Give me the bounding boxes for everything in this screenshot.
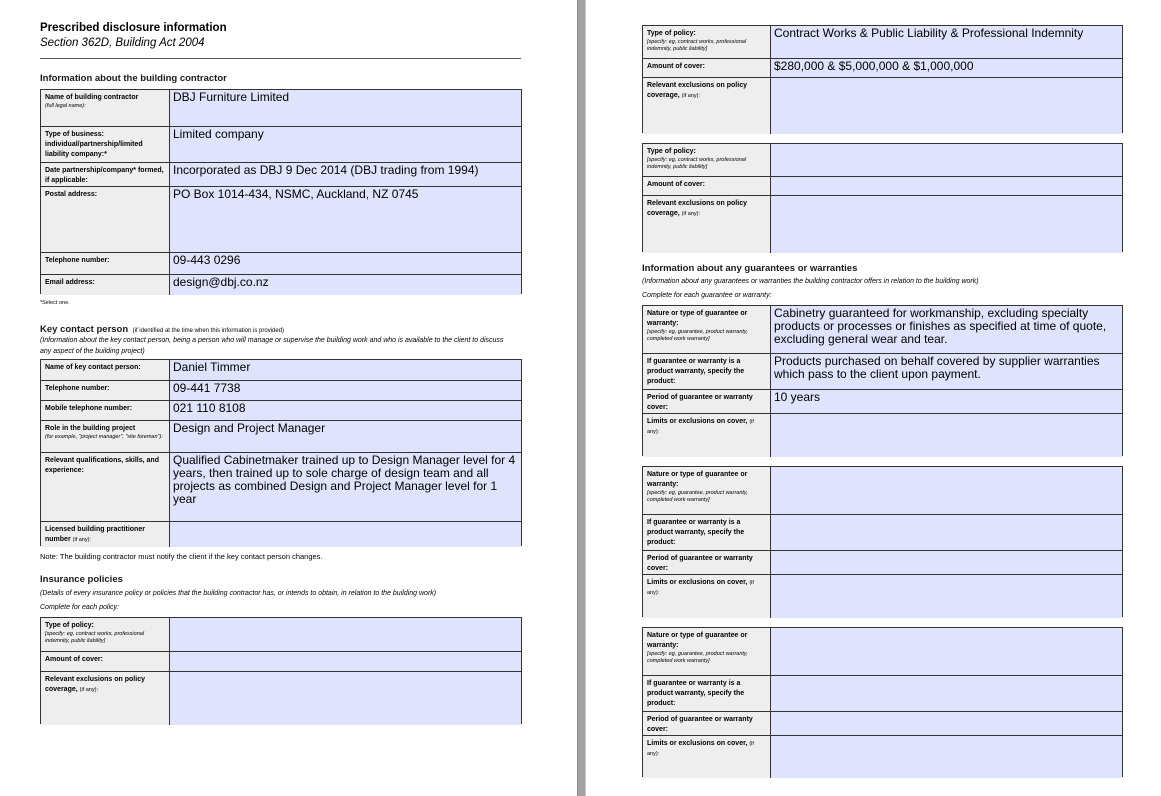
field-value[interactable]: PO Box 1014-434, NSMC, Auckland, NZ 0745	[170, 187, 521, 252]
form-row	[643, 467, 1122, 514]
field-label-text: Relevant exclusions on policy coverage,	[45, 676, 145, 693]
field-label	[643, 628, 771, 675]
field-value[interactable]	[170, 522, 521, 547]
form-row	[643, 176, 1122, 195]
form-row	[41, 274, 521, 295]
field-label	[643, 736, 771, 778]
field-label	[643, 575, 771, 618]
field-value[interactable]	[771, 467, 1122, 514]
field-label	[41, 381, 170, 400]
form-row	[643, 26, 1122, 58]
field-label-text: Amount of cover:	[45, 656, 103, 663]
field-label	[41, 652, 170, 671]
field-label	[41, 90, 170, 126]
field-value[interactable]: Design and Project Manager	[170, 421, 521, 452]
field-value[interactable]	[771, 414, 1122, 457]
field-label-if-any: (if any):	[72, 537, 91, 543]
field-value[interactable]	[771, 515, 1122, 550]
field-value[interactable]	[170, 672, 521, 725]
form-row	[643, 514, 1122, 550]
field-label-hint: [specify: eg, contract works, professional indemnity, public liability]	[647, 157, 747, 170]
key-contact-description: (Information about the key contact person, being a person who will manage or supervise the building work and who is available to the client to discuss any aspect of the building project)	[40, 337, 504, 355]
form-row	[643, 550, 1122, 574]
field-label	[643, 26, 771, 58]
field-label	[41, 163, 170, 186]
field-label-hint: [specify: eg, guarantee, product warranty, completed work warranty]	[647, 329, 748, 342]
form-row	[643, 77, 1122, 134]
form-row	[41, 162, 521, 186]
field-label-hint: [specify: eg, contract works, professional indemnity, public liability]	[45, 631, 145, 644]
form-row	[41, 252, 521, 274]
field-label	[41, 187, 170, 252]
guarantee-description: (Information about any guarantees or warranties the building contractor offers in relation to the building work)	[642, 278, 979, 285]
field-label	[643, 177, 771, 195]
form-row	[643, 628, 1122, 675]
form-row	[41, 618, 521, 651]
field-value[interactable]	[771, 144, 1122, 176]
insurance-policy-table-1	[642, 25, 1123, 133]
field-value[interactable]: design@dbj.co.nz	[170, 275, 521, 295]
field-label	[41, 275, 170, 295]
field-label-text: Period of guarantee or warranty cover:	[647, 716, 753, 733]
field-value[interactable]: $280,000 & $5,000,000 & $1,000,000	[771, 59, 1122, 77]
field-label	[41, 360, 170, 380]
field-label	[643, 515, 771, 550]
field-label-text: Licensed building practitioner number	[45, 526, 145, 543]
field-label-text: Amount of cover:	[647, 63, 705, 70]
key-contact-heading: Key contact person	[40, 324, 129, 335]
field-label	[643, 59, 771, 77]
field-label-text: If guarantee or warranty is a product warranty, specify the product:	[647, 680, 745, 707]
field-label-hint: [specify: eg, guarantee, product warranty, completed work warranty]	[647, 651, 748, 664]
field-value[interactable]: 09-441 7738	[170, 381, 521, 400]
form-row	[41, 186, 521, 252]
form-row	[41, 380, 521, 400]
insurance-complete-note: Complete for each policy:	[40, 604, 119, 611]
field-label-hint: [specify: eg, contract works, professional indemnity, public liability]	[647, 39, 747, 52]
field-value[interactable]	[771, 736, 1122, 778]
form-row	[41, 420, 521, 452]
field-label	[643, 712, 771, 735]
field-label-hint: (full legal name):	[45, 103, 86, 109]
field-value[interactable]: DBJ Furniture Limited	[170, 90, 521, 126]
field-value[interactable]: 10 years	[771, 390, 1122, 413]
field-label-text: Name of key contact person:	[45, 364, 141, 371]
field-label-text: Telephone number:	[45, 385, 110, 392]
field-label-if-any: (if any):	[647, 419, 754, 435]
field-label	[643, 306, 771, 353]
field-label	[643, 390, 771, 413]
field-label-text: Mobile telephone number:	[45, 405, 133, 412]
guarantee-heading: Information about any guarantees or warranties	[642, 263, 858, 274]
field-value[interactable]: Contract Works & Public Liability & Professional Indemnity	[771, 26, 1122, 58]
field-label-if-any: (if any):	[681, 93, 700, 99]
field-label	[41, 127, 170, 162]
field-label-text: Postal address:	[45, 191, 98, 198]
field-label-text: Type of policy:	[647, 30, 696, 37]
left-page	[0, 0, 577, 796]
field-label-text: If guarantee or warranty is a product warranty, specify the product:	[647, 358, 745, 385]
form-row	[643, 195, 1122, 253]
field-label-text: If guarantee or warranty is a product warranty, specify the product:	[647, 519, 745, 546]
insurance-description: (Details of every insurance policy or policies that the building contractor has, or intends to obtain, in relation to the building work)	[40, 590, 437, 597]
field-label	[643, 196, 771, 253]
form-row	[643, 306, 1122, 353]
page-gutter	[577, 0, 586, 796]
field-value[interactable]: 09-443 0296	[170, 253, 521, 274]
field-label	[41, 672, 170, 725]
field-label-text: Relevant exclusions on policy coverage,	[647, 82, 747, 99]
field-label-text: Limits or exclusions on cover,	[647, 740, 748, 747]
field-label	[643, 354, 771, 389]
key-contact-table	[40, 359, 522, 546]
field-label	[41, 453, 170, 521]
field-label-text: Relevant qualifications, skills, and experience:	[45, 457, 159, 474]
field-value[interactable]	[771, 676, 1122, 711]
field-value[interactable]	[170, 652, 521, 671]
form-row	[41, 651, 521, 671]
title-divider	[40, 58, 521, 59]
field-label-text: Limits or exclusions on cover,	[647, 579, 748, 586]
field-label-if-any: (if any):	[647, 741, 754, 757]
form-row	[643, 58, 1122, 77]
form-row	[643, 675, 1122, 711]
field-label	[643, 467, 771, 514]
field-value[interactable]: Limited company	[170, 127, 521, 162]
field-label	[643, 78, 771, 134]
field-label	[643, 676, 771, 711]
field-label-if-any: (if any):	[79, 687, 98, 693]
field-label-text: Nature or type of guarantee or warranty:	[647, 632, 748, 649]
form-row	[41, 671, 521, 725]
field-value[interactable]	[771, 575, 1122, 618]
field-label-text: Email address:	[45, 279, 95, 286]
field-value[interactable]: Incorporated as DBJ 9 Dec 2014 (DBJ trading from 1994)	[170, 163, 521, 186]
field-label-hint: (for example, "project manager", "site foreman"):	[45, 434, 163, 440]
guarantee-table-3	[642, 627, 1123, 777]
field-label	[643, 414, 771, 457]
contractor-table	[40, 89, 522, 294]
form-row	[643, 413, 1122, 457]
document-subtitle: Section 362D, Building Act 2004	[40, 37, 205, 49]
field-label-text: Nature or type of guarantee or warranty:	[647, 310, 748, 327]
field-value[interactable]	[771, 712, 1122, 735]
field-label-text: Type of policy:	[45, 622, 94, 629]
field-label-text: Name of building contractor	[45, 94, 139, 101]
field-value[interactable]	[771, 78, 1122, 134]
field-label-text: Type of policy:	[647, 148, 696, 155]
field-value[interactable]	[771, 551, 1122, 574]
field-label-text: Date partnership/company* formed, if applicable:	[45, 167, 164, 184]
field-label	[41, 401, 170, 420]
field-label-text: Amount of cover:	[647, 181, 705, 188]
field-label-if-any: (if any):	[681, 211, 700, 217]
field-label-text: Telephone number:	[45, 257, 110, 264]
field-label-hint: [specify: eg, guarantee, product warranty, completed work warranty]	[647, 490, 748, 503]
field-label	[643, 144, 771, 176]
field-label-text: Period of guarantee or warranty cover:	[647, 555, 753, 572]
field-value[interactable]	[170, 618, 521, 651]
field-value[interactable]	[771, 628, 1122, 675]
form-row	[643, 574, 1122, 618]
guarantee-table-1	[642, 305, 1123, 456]
field-value[interactable]: Cabinetry guaranteed for workmanship, excluding specialty products or processes or finishes as specified at time of quote, excluding general wear and tear.	[771, 306, 1122, 353]
field-label	[643, 551, 771, 574]
right-page	[586, 0, 1161, 796]
form-row	[643, 735, 1122, 778]
field-value[interactable]	[771, 177, 1122, 195]
field-label-text: Relevant exclusions on policy coverage,	[647, 200, 747, 217]
form-row	[41, 90, 521, 126]
field-label	[41, 421, 170, 452]
insurance-heading: Insurance policies	[40, 574, 123, 585]
document-title: Prescribed disclosure information	[40, 22, 227, 34]
field-label-if-any: (if any):	[647, 580, 754, 596]
field-value[interactable]: Daniel Timmer	[170, 360, 521, 380]
form-row	[41, 521, 521, 547]
form-row	[643, 144, 1122, 176]
field-label-text: Nature or type of guarantee or warranty:	[647, 471, 748, 488]
guarantee-table-2	[642, 466, 1123, 617]
field-value[interactable]: Qualified Cabinetmaker trained up to Design Manager level for 4 years, then trained up to sole charge of design team and all projects as combined Design and Project Manager level for 1 year	[170, 453, 521, 521]
field-label-text: Type of business: individual/partnership/limited liability company:*	[45, 131, 143, 158]
field-value[interactable]	[771, 196, 1122, 253]
field-label	[41, 253, 170, 274]
insurance-policy-table-2	[642, 143, 1123, 252]
form-row	[41, 126, 521, 162]
field-label	[41, 618, 170, 651]
key-contact-heading-note: (if identified at the time when this information is provided)	[132, 328, 285, 334]
form-row	[41, 452, 521, 521]
form-row	[41, 400, 521, 420]
field-label-text: Period of guarantee or warranty cover:	[647, 394, 753, 411]
guarantee-complete-note: Complete for each guarantee or warranty:	[642, 292, 772, 299]
field-label	[41, 522, 170, 547]
form-row	[643, 389, 1122, 413]
field-label-text: Limits or exclusions on cover,	[647, 418, 748, 425]
contractor-heading: Information about the building contractor	[40, 73, 227, 84]
field-value[interactable]: Products purchased on behalf covered by supplier warranties which pass to the client upon payment.	[771, 354, 1122, 389]
select-note: *Select one.	[40, 300, 70, 306]
contact-change-note: Note: The building contractor must notify the client if the key contact person changes.	[40, 552, 323, 561]
field-value[interactable]: 021 110 8108	[170, 401, 521, 420]
field-label-text: Role in the building project	[45, 425, 136, 432]
form-row	[643, 711, 1122, 735]
insurance-policy-table-left	[40, 617, 522, 724]
form-row	[41, 360, 521, 380]
form-row	[643, 353, 1122, 389]
